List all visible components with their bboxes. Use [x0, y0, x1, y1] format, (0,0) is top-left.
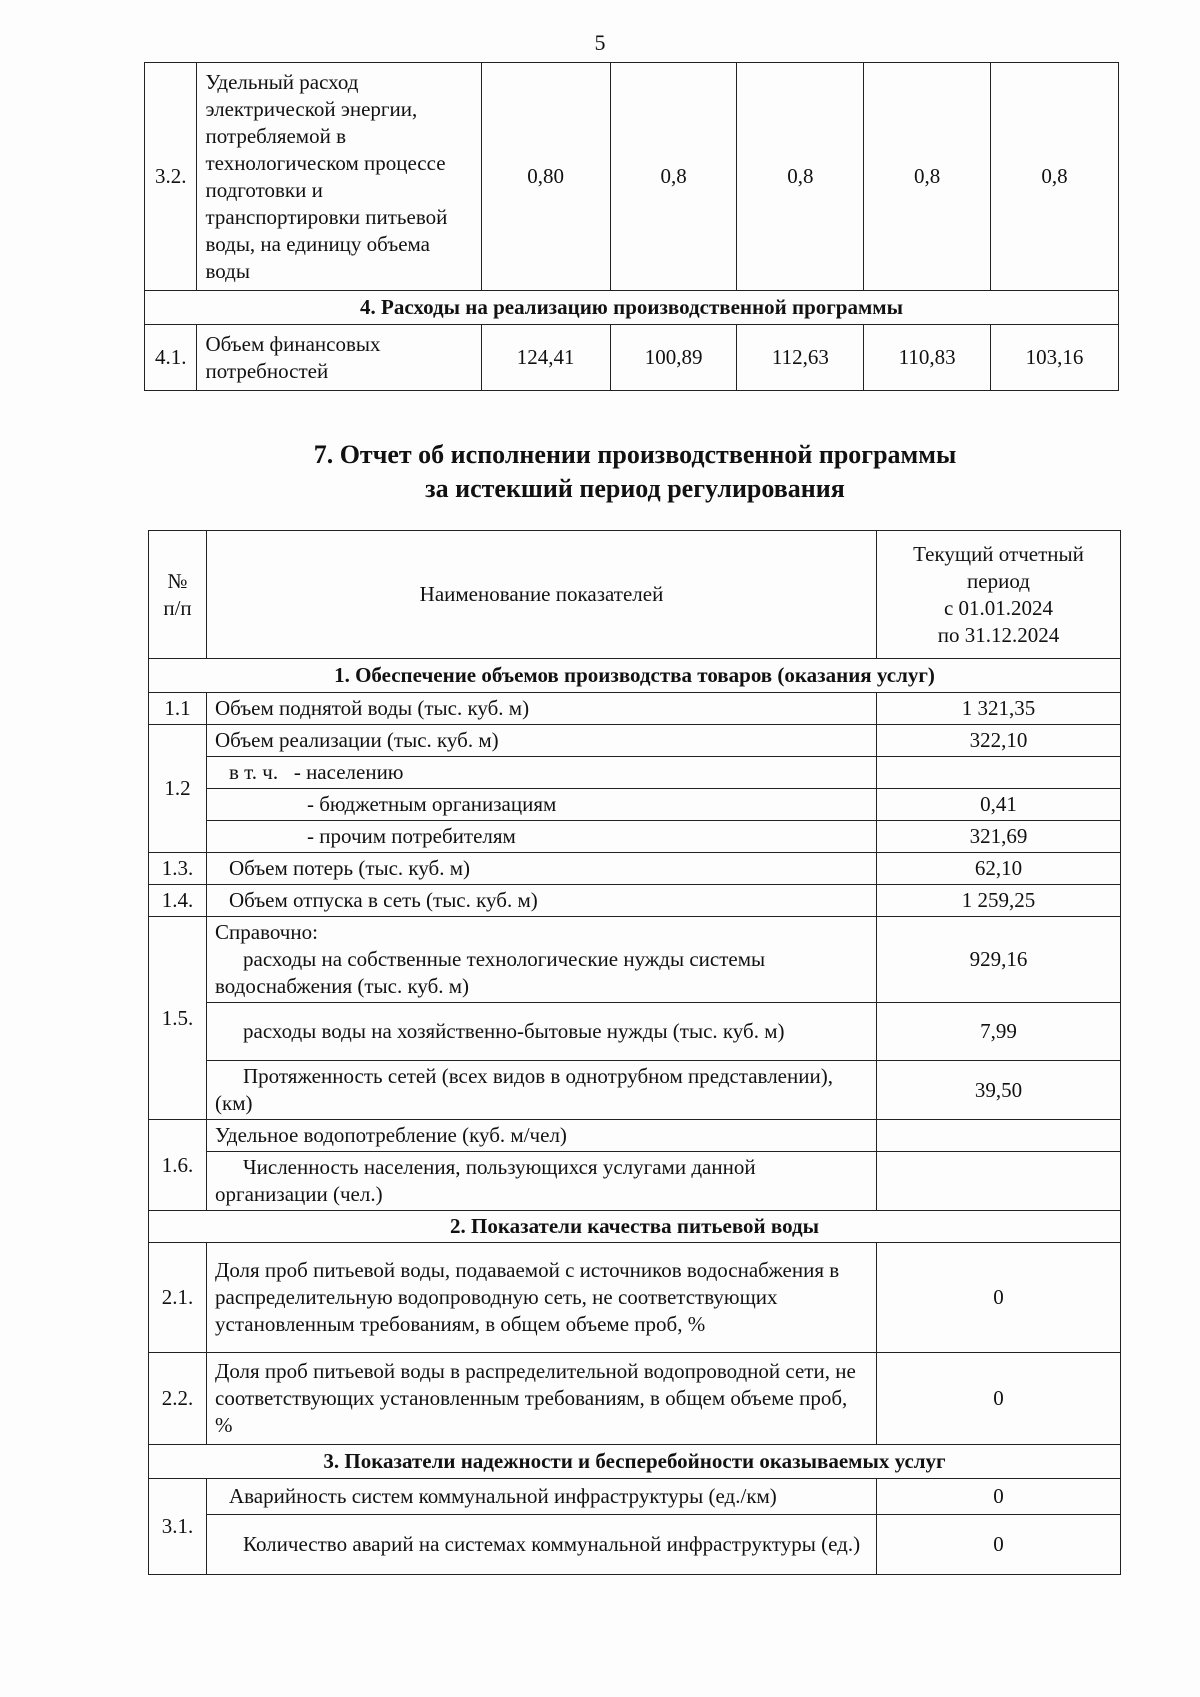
indicator-name: Доля проб питьевой воды в распределительной водопроводной сети, не соответствующих установленным требованиям, в общем объеме проб, %: [207, 1353, 877, 1445]
value-cell: 1 259,25: [877, 885, 1121, 917]
table-row: [149, 757, 1121, 789]
indicator-name: Объем реализации (тыс. куб. м): [207, 725, 877, 757]
table-row: [149, 917, 1121, 1003]
section-title: [0, 438, 1200, 506]
value-cell: 103,16: [991, 325, 1119, 391]
indicator-name: Протяженность сетей (всех видов в однотрубном представлении), (км): [207, 1061, 877, 1120]
table-row: [149, 821, 1121, 853]
indicator-name: Объем отпуска в сеть (тыс. куб. м): [207, 885, 877, 917]
section-title-line-1: 7. Отчет об исполнении производственной программы: [313, 440, 957, 469]
value-cell: 0: [877, 1243, 1121, 1353]
program-report-table: [148, 530, 1121, 1575]
indicator-name: Удельное водопотребление (куб. м/чел): [207, 1120, 877, 1152]
indicator-name: Объем поднятой воды (тыс. куб. м): [207, 693, 877, 725]
indicator-name: Удельный расход электрической энергии, потребляемой в технологическом процессе подготовки и транспортировки питьевой воды, на единицу объема воды: [197, 63, 481, 291]
indicator-name: Численность населения, пользующихся услугами данной организации (чел.): [207, 1152, 877, 1211]
row-number: 1.6.: [149, 1120, 207, 1211]
table-row: [149, 1353, 1121, 1445]
section-title-line-2: за истекший период регулирования: [425, 474, 845, 503]
value-cell: 62,10: [877, 853, 1121, 885]
row-number: 3.1.: [149, 1479, 207, 1575]
section-heading: 4. Расходы на реализацию производственной программы: [145, 291, 1119, 325]
table-row: [149, 1243, 1121, 1353]
table-row: [149, 1152, 1121, 1211]
indicator-name: расходы воды на хозяйственно-бытовые нужды (тыс. куб. м): [207, 1003, 877, 1061]
value-cell: 929,16: [877, 917, 1121, 1003]
row-number: 1.3.: [149, 853, 207, 885]
section-heading: 2. Показатели качества питьевой воды: [149, 1211, 1121, 1243]
table-row: [149, 1061, 1121, 1120]
table-header-row: [149, 531, 1121, 659]
value-cell: 321,69: [877, 821, 1121, 853]
value-cell: 1 321,35: [877, 693, 1121, 725]
row-number: 2.2.: [149, 1353, 207, 1445]
value-cell: 0: [877, 1353, 1121, 1445]
indicator-name: в т. ч. - населению: [207, 757, 877, 789]
row-number: 1.4.: [149, 885, 207, 917]
indicator-name: Объем финансовых потребностей: [197, 325, 481, 391]
value-cell: 0,80: [481, 63, 610, 291]
indicator-name: - бюджетным организациям: [207, 789, 877, 821]
indicator-name: Аварийность систем коммунальной инфраструктуры (ед./км): [207, 1479, 877, 1515]
table-row: [149, 853, 1121, 885]
value-cell: [877, 757, 1121, 789]
value-cell: 0,8: [864, 63, 991, 291]
row-number: 1.1: [149, 693, 207, 725]
production-program-table-continued: [144, 62, 1119, 391]
table-row: [149, 693, 1121, 725]
value-cell: 112,63: [737, 325, 864, 391]
table-row: [149, 1120, 1121, 1152]
value-cell: 100,89: [610, 325, 737, 391]
table-row: [149, 725, 1121, 757]
table-row: [145, 63, 1119, 291]
row-number: 3.2.: [145, 63, 197, 291]
value-cell: 110,83: [864, 325, 991, 391]
value-cell: [877, 1120, 1121, 1152]
section-heading: 1. Обеспечение объемов производства товаров (оказания услуг): [149, 659, 1121, 693]
indicator-name: Количество аварий на системах коммунальной инфраструктуры (ед.): [207, 1515, 877, 1575]
row-number: 2.1.: [149, 1243, 207, 1353]
value-cell: 39,50: [877, 1061, 1121, 1120]
table-row: [149, 789, 1121, 821]
indicator-name: - прочим потребителям: [207, 821, 877, 853]
table-row: [149, 1515, 1121, 1575]
page-number: 5: [594, 30, 606, 55]
value-cell: 0,8: [991, 63, 1119, 291]
value-cell: 124,41: [481, 325, 610, 391]
table-row: [149, 1003, 1121, 1061]
row-number: 1.5.: [149, 917, 207, 1120]
value-cell: 322,10: [877, 725, 1121, 757]
indicator-name: Справочно: расходы на собственные технологические нужды системы водоснабжения (тыс. куб. м): [207, 917, 877, 1003]
indicator-name: Доля проб питьевой воды, подаваемой с источников водоснабжения в распределительную водопроводную сеть, не соответствующих установленным требованиям, в общем объеме проб, %: [207, 1243, 877, 1353]
value-cell: 0,8: [610, 63, 737, 291]
header-number: № п/п: [149, 531, 207, 659]
value-cell: 0,41: [877, 789, 1121, 821]
value-cell: 0: [877, 1479, 1121, 1515]
value-cell: [877, 1152, 1121, 1211]
table-row: [145, 325, 1119, 391]
value-cell: 0: [877, 1515, 1121, 1575]
header-name: Наименование показателей: [207, 531, 877, 659]
row-number: 1.2: [149, 725, 207, 853]
value-cell: 7,99: [877, 1003, 1121, 1061]
row-number: 4.1.: [145, 325, 197, 391]
value-cell: 0,8: [737, 63, 864, 291]
header-period: Текущий отчетный период с 01.01.2024 по 31.12.2024: [877, 531, 1121, 659]
indicator-name: Объем потерь (тыс. куб. м): [207, 853, 877, 885]
section-heading: 3. Показатели надежности и бесперебойности оказываемых услуг: [149, 1445, 1121, 1479]
table-row: [149, 1479, 1121, 1515]
table-row: [149, 885, 1121, 917]
